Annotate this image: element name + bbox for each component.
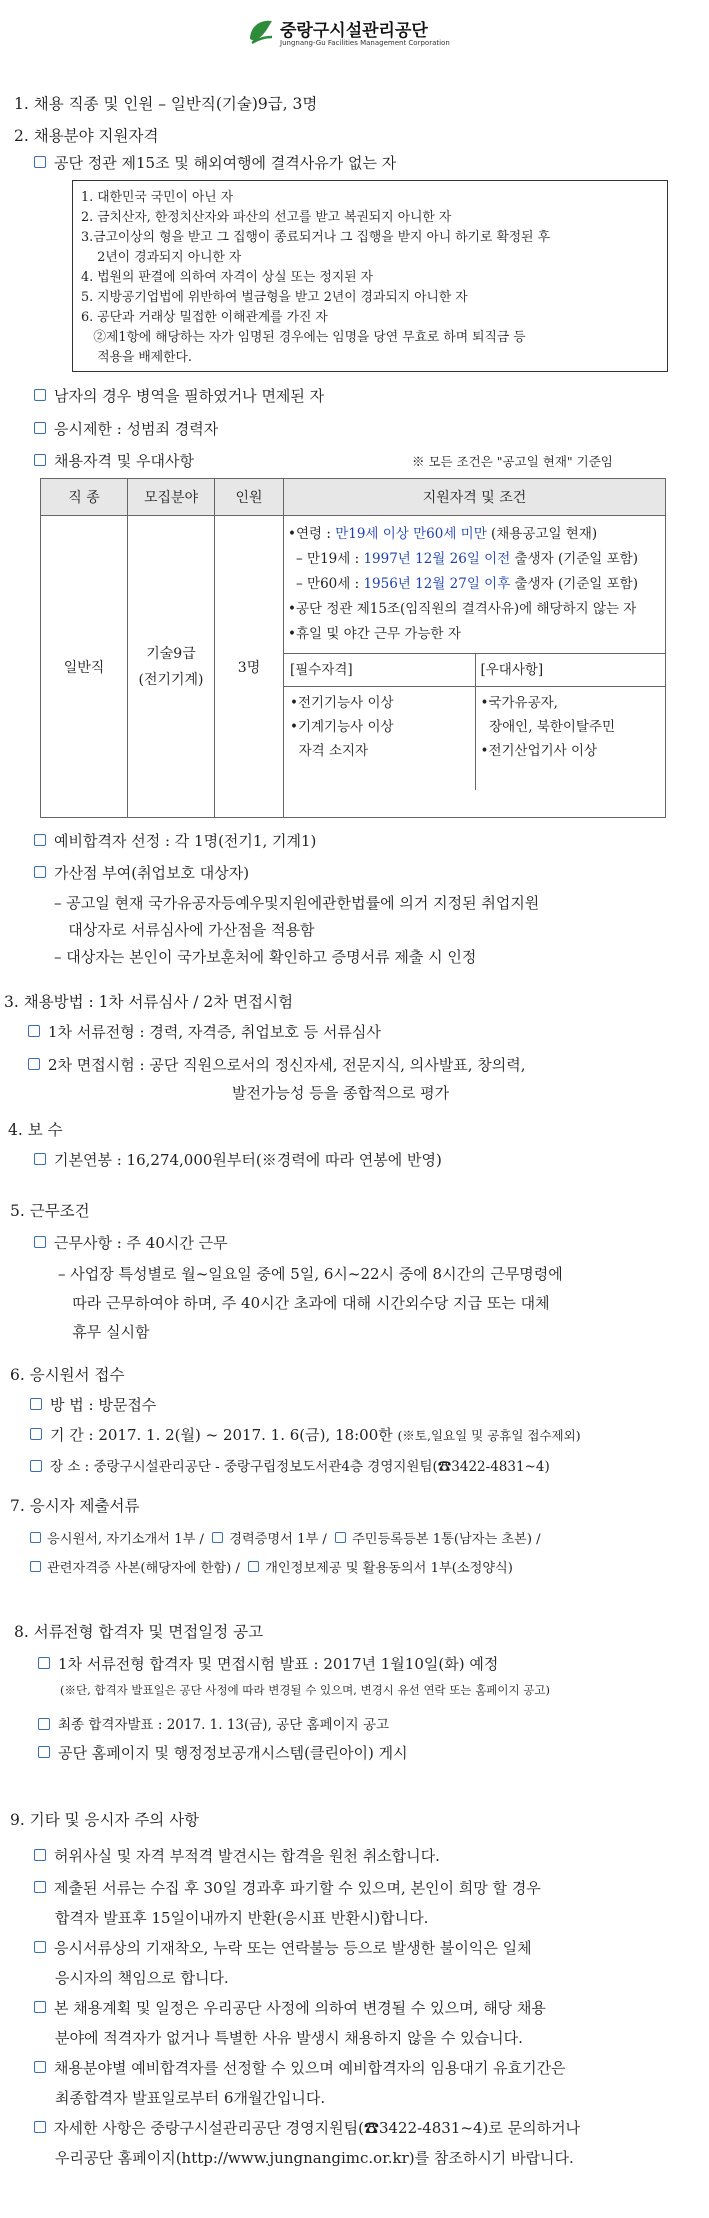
checkbox-icon	[30, 1428, 42, 1440]
logo	[246, 14, 466, 58]
age19-suffix: 출생자 (기준일 포함)	[510, 551, 638, 567]
notice-line: 최종합격자 발표일로부터 6개월간입니다.	[55, 2089, 326, 2107]
notice-line	[34, 1933, 532, 1963]
checkbox-icon	[34, 1941, 46, 1953]
qualification-text: 공단 정관 제15조 및 해외여행에 결격사유가 없는 자	[54, 154, 397, 172]
notice-item	[34, 1993, 546, 2053]
disqualification-line: 2. 금치산자, 한정치산자와 파산의 선고를 받고 복권되지 아니한 자	[81, 210, 452, 225]
disqualification-line: 3.금고이상의 형을 받고 그 집행이 종료되거나 그 집행을 받지 아니 하기로 확정된 후	[81, 230, 550, 245]
checkbox-icon	[34, 1881, 46, 1893]
section-6-title: 6. 응시원서 접수	[10, 1366, 125, 1384]
disqualification-line: 1. 대한민국 국민이 아닌 자	[81, 190, 234, 205]
header-count: 인원	[215, 479, 284, 516]
interview-text: 2차 면접시험 : 공단 직원으로서의 정신자세, 전문지식, 의사발표, 창의력,	[48, 1056, 526, 1074]
age60-prefix: – 만60세 :	[296, 576, 364, 592]
logo-subtitle: Jungnang-Gu Facilities Management Corporation	[280, 39, 450, 47]
preference-list	[475, 687, 666, 767]
bonus-list	[54, 890, 539, 971]
notice-item	[34, 1873, 541, 1933]
interview-item	[28, 1054, 526, 1075]
first-result-text: 1차 서류전형 합격자 및 면접시험 발표 : 2017년 1월10일(화) 예정	[58, 1655, 499, 1673]
checkbox-icon	[34, 389, 46, 401]
checkbox-icon	[34, 422, 46, 434]
checkbox-icon	[34, 454, 46, 466]
cell-conditions	[284, 516, 666, 818]
document-screening-item	[28, 1021, 381, 1042]
age60-date: 1956년 12월 27일 이후	[363, 576, 511, 592]
notice-line	[34, 2113, 580, 2143]
period-note: (※토,일요일 및 공휴일 접수제외)	[397, 1428, 581, 1443]
salary-item	[34, 1149, 442, 1170]
bonus-text: 가산점 부여(취업보호 대상자)	[54, 864, 250, 882]
preference-title: [우대사항]	[475, 654, 666, 687]
condition-night-work: •휴일 및 야간 근무 가능한 자	[288, 626, 461, 642]
notice-line	[34, 1841, 440, 1871]
restriction-item	[34, 418, 218, 439]
required-line: 자격 소지자	[290, 743, 369, 759]
checkbox-icon	[34, 2121, 46, 2133]
bonus-line: – 대상자는 본인이 국가보훈처에 확인하고 증명서류 제출 시 인정	[54, 948, 477, 966]
checkbox-icon	[38, 1746, 50, 1758]
disqualification-line: 6. 공단과 거래상 밀접한 이해관계를 가진 자	[81, 310, 328, 325]
age-suffix: (채용공고일 현재)	[486, 526, 598, 542]
checkbox-icon	[34, 2001, 46, 2013]
cleani-text: 공단 홈페이지 및 행정정보공개시스템(클린아이) 게시	[58, 1744, 408, 1762]
checkbox-icon	[34, 156, 46, 168]
salary-text: 기본연봉 : 16,274,000원부터(※경력에 따라 연봉에 반영)	[54, 1151, 442, 1169]
result-note: (※단, 합격자 발표일은 공단 사정에 따라 변경될 수 있으며, 변경시 유선 연락 또는 홈페이지 공고)	[60, 1683, 550, 1697]
place-text: 장 소 : 중랑구시설관리공단 - 중랑구립정보도서관4층 경영지원팀(☎3422-4831~4)	[50, 1459, 550, 1475]
checkbox-icon	[28, 1058, 40, 1070]
notice-item	[34, 2053, 566, 2113]
work-details	[58, 1260, 563, 1347]
doc-application: 응시원서, 자기소개서 1부 /	[47, 1532, 204, 1547]
period-text: 기 간 : 2017. 1. 2(월) ~ 2017. 1. 6(금), 18:00한	[50, 1426, 398, 1444]
required-list	[284, 687, 475, 767]
header-job: 직 종	[41, 479, 128, 516]
checkbox-icon	[38, 1657, 50, 1669]
place-item	[30, 1455, 550, 1475]
bonus-item	[34, 862, 249, 883]
checkbox-icon	[34, 866, 46, 878]
checkbox-icon	[30, 1532, 41, 1543]
required-line: •기계기능사 이상	[290, 719, 394, 735]
header-field: 모집분야	[128, 479, 215, 516]
age60-suffix: 출생자 (기준일 포함)	[510, 576, 638, 592]
section-5-title: 5. 근무조건	[10, 1202, 90, 1220]
restriction-text: 응시제한 : 성범죄 경력자	[54, 420, 219, 438]
qualification-item	[34, 152, 396, 173]
bonus-line: 대상자로 서류심사에 가산점을 적용함	[54, 921, 315, 939]
notice-line: 우리공단 홈페이지(http://www.jungnangimc.or.kr)를 참조하시기 바랍니다.	[55, 2149, 574, 2167]
reserve-item	[34, 830, 316, 851]
cell-field	[128, 516, 215, 818]
logo-icon	[246, 17, 276, 47]
doc-license: 관련자격증 사본(해당자에 한함) /	[47, 1561, 240, 1576]
preference-line: 장애인, 북한이탈주민	[480, 719, 616, 735]
notice-text: 제출된 서류는 수집 후 30일 경과후 파기할 수 있으며, 본인이 희망 할 경우	[54, 1879, 541, 1897]
section-3-title: 3. 채용방법 : 1차 서류심사 / 2차 면접시험	[4, 993, 294, 1011]
checkbox-icon	[34, 2061, 46, 2073]
notice-text: 응시서류상의 기재착오, 누락 또는 연락불능 등으로 발생한 불이익은 일체	[54, 1939, 532, 1957]
checkbox-icon	[212, 1532, 223, 1543]
qualification-table	[40, 478, 666, 818]
disqualification-box	[72, 180, 668, 372]
qualification-preference-item	[34, 450, 194, 471]
preference-line: •전기산업기사 이상	[480, 743, 598, 759]
condition-articles: •공단 정관 제15조(임직원의 결격사유)에 해당하지 않는 자	[288, 601, 637, 617]
field-line-2: (전기기계)	[138, 671, 204, 688]
notice-line	[34, 1993, 546, 2023]
bonus-line: – 공고일 현재 국가유공자등예우및지원에관한법률에 의거 지정된 취업지원	[54, 894, 540, 912]
disqualification-line: 5. 지방공기업법에 위반하여 벌금형을 받고 2년이 경과되지 아니한 자	[81, 290, 468, 305]
notice-item	[34, 2113, 580, 2173]
qualification-preference-text: 채용자격 및 우대사항	[54, 452, 194, 470]
work-line: 따라 근무하여야 하며, 주 40시간 초과에 대해 시간외수당 지급 또는 대체	[58, 1294, 550, 1312]
checkbox-icon	[30, 1561, 41, 1572]
period-item	[30, 1424, 581, 1445]
preference-line: •국가유공자,	[480, 695, 558, 711]
age19-condition	[288, 547, 661, 572]
age-prefix: •연령 :	[288, 526, 336, 542]
interview-text-cont: 발전가능성 등을 종합적으로 평가	[232, 1084, 450, 1102]
checkbox-icon	[34, 1849, 46, 1861]
method-item	[30, 1394, 156, 1415]
age60-condition	[288, 572, 661, 597]
notice-line	[34, 2053, 566, 2083]
notice-item	[34, 1841, 440, 1871]
documents-row-1	[30, 1528, 541, 1547]
checkbox-icon	[335, 1532, 346, 1543]
basis-note: ※ 모든 조건은 "공고일 현재" 기준임	[412, 454, 613, 469]
doc-career: 경력증명서 1부 /	[229, 1532, 327, 1547]
notice-text: 본 채용계획 및 일정은 우리공단 사정에 의하여 변경될 수 있으며, 해당 채용	[54, 1999, 546, 2017]
final-result-item	[38, 1713, 389, 1733]
notice-item	[34, 1933, 532, 1993]
required-title: [필수자격]	[284, 654, 475, 687]
notice-line: 응시자의 책임으로 합니다.	[55, 1969, 229, 1987]
cell-job: 일반직	[41, 516, 128, 818]
checkbox-icon	[30, 1398, 42, 1410]
conditions-list	[284, 516, 665, 647]
checkbox-icon	[38, 1718, 50, 1730]
field-line-1: 기술9급	[146, 645, 196, 662]
checkbox-icon	[34, 834, 46, 846]
section-2-title: 2. 채용분야 지원자격	[14, 127, 159, 145]
notice-text: 허위사실 및 자격 부적격 발견시는 합격을 원천 취소합니다.	[54, 1847, 440, 1865]
section-7-title: 7. 응시자 제출서류	[10, 1497, 140, 1515]
doc-privacy: 개인정보제공 및 활용동의서 1부(소정양식)	[265, 1561, 513, 1576]
cleani-item	[38, 1742, 408, 1763]
first-result-item	[38, 1653, 498, 1674]
age-condition	[288, 522, 661, 547]
documents-row-2	[30, 1557, 513, 1576]
military-text: 남자의 경우 병역을 필하였거나 면제된 자	[54, 387, 325, 405]
notice-line: 분야에 적격자가 없거나 특별한 사유 발생시 채용하지 않을 수 있습니다.	[55, 2029, 523, 2047]
required-line: •전기기능사 이상	[290, 695, 394, 711]
checkbox-icon	[34, 1153, 46, 1165]
age19-prefix: – 만19세 :	[296, 551, 364, 567]
notice-text: 채용분야별 예비합격자를 선정할 수 있으며 예비합격자의 임용대기 유효기간은	[54, 2059, 566, 2077]
doc-resident: 주민등록등본 1통(남자는 초본) /	[352, 1532, 541, 1547]
disqualification-line: 4. 법원의 판결에 의하여 자격이 상실 또는 정지된 자	[81, 270, 373, 285]
notice-text: 자세한 사항은 중랑구시설관리공단 경영지원팀(☎3422-4831~4)로 문의하거나	[54, 2119, 581, 2137]
final-result-text: 최종 합격자발표 : 2017. 1. 13(금), 공단 홈페이지 공고	[58, 1717, 390, 1733]
work-line: – 사업장 특성별로 월~일요일 중에 5일, 6시~22시 중에 8시간의 근무명령에	[58, 1265, 563, 1283]
section-9-title: 9. 기타 및 응시자 주의 사항	[10, 1811, 200, 1829]
cell-count: 3명	[215, 516, 284, 818]
logo-name: 중랑구시설관리공단	[280, 21, 428, 41]
military-item	[34, 385, 324, 406]
section-1-title: 1. 채용 직종 및 인원 – 일반직(기술)9급, 3명	[14, 95, 318, 113]
required-qualifications	[284, 654, 476, 790]
checkbox-icon	[28, 1025, 40, 1037]
work-item	[34, 1232, 228, 1253]
disqualification-line: ②제1항에 해당하는 자가 임명된 경우에는 임명을 당연 무효로 하며 퇴직금 등	[81, 330, 526, 345]
disqualification-line: 적용을 배제한다.	[81, 350, 192, 365]
work-text: 근무사항 : 주 40시간 근무	[54, 1234, 228, 1252]
method-text: 방 법 : 방문접수	[50, 1396, 157, 1414]
header-conditions: 지원자격 및 조건	[284, 479, 666, 516]
document-screening-text: 1차 서류전형 : 경력, 자격증, 취업보호 등 서류심사	[48, 1023, 381, 1041]
checkbox-icon	[248, 1561, 259, 1572]
requirements-grid	[284, 653, 665, 790]
work-line: 휴무 실시함	[58, 1323, 150, 1341]
reserve-text: 예비합격자 선정 : 각 1명(전기1, 기계1)	[54, 832, 317, 850]
section-8-title: 8. 서류전형 합격자 및 면접일정 공고	[14, 1623, 264, 1641]
disqualification-line: 2년이 경과되지 아니한 자	[81, 250, 242, 265]
checkbox-icon	[30, 1460, 42, 1472]
disqualification-list	[81, 188, 550, 368]
age19-date: 1997년 12월 26일 이전	[363, 551, 511, 567]
preferences	[475, 654, 666, 790]
age-range: 만19세 이상 만60세 미만	[335, 526, 487, 542]
section-4-title: 4. 보 수	[8, 1121, 63, 1139]
checkbox-icon	[34, 1236, 46, 1248]
notice-line	[34, 1873, 541, 1903]
notice-line: 합격자 발표후 15일이내까지 반환(응시표 반환시)합니다.	[55, 1909, 429, 1927]
